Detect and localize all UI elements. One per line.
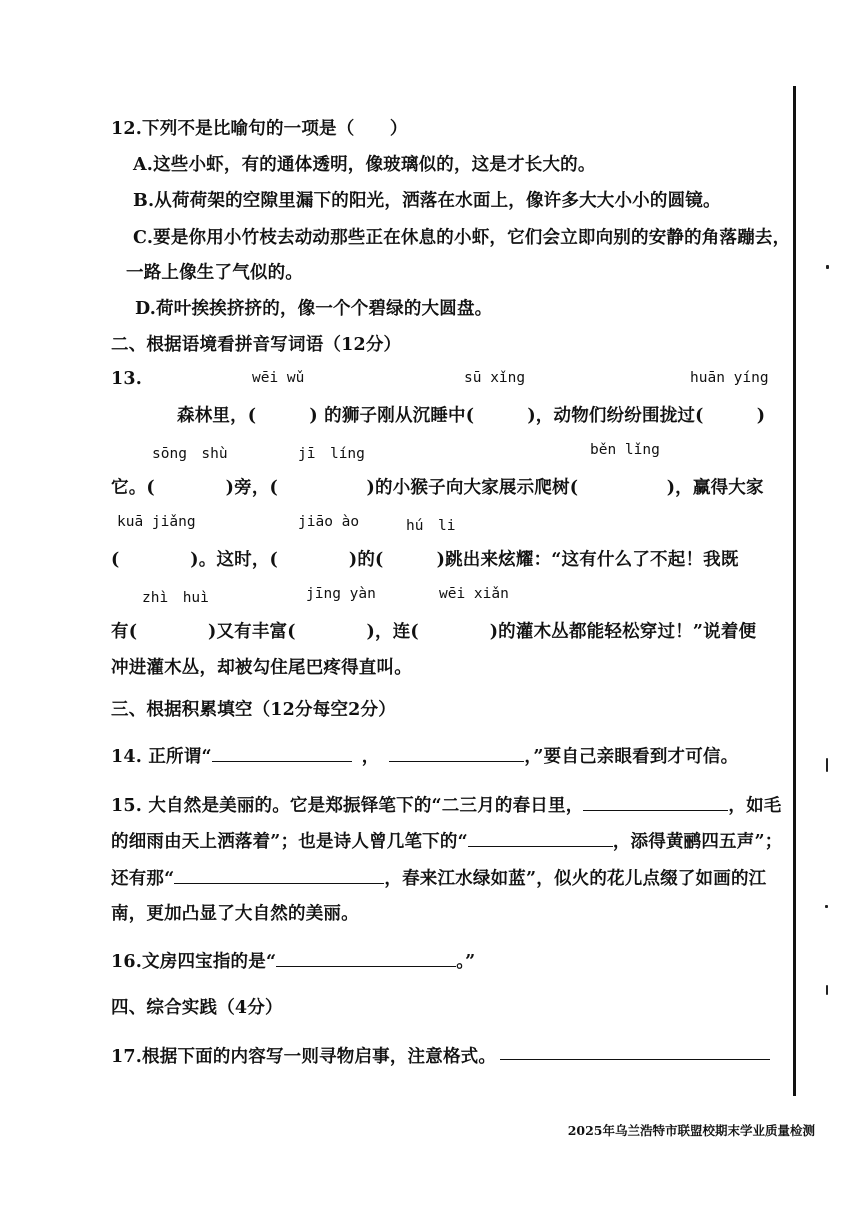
- pinyin-jiling: jī líng: [298, 446, 365, 462]
- q13-line3: ( )。这时，( )的( )跳出来炫耀：“这有什么了不起！我既: [111, 550, 739, 570]
- q12-option-d: D.荷叶挨挨挤挤的，像一个个碧绿的大圆盘。: [135, 299, 493, 319]
- q12-option-c-line2: 一路上像生了气似的。: [126, 263, 303, 283]
- scan-speck: [826, 265, 829, 269]
- pinyin-songshu: sōng shù: [152, 446, 228, 462]
- q13-line5: 冲进灌木丛，却被勾住尾巴疼得直叫。: [111, 658, 412, 678]
- q13-line2: 它。( )旁，( )的小猴子向大家展示爬树( )，赢得大家: [111, 478, 764, 498]
- pinyin-kuojiang: kuā jiǎng: [117, 514, 196, 530]
- q17-answer-line[interactable]: [500, 1059, 770, 1060]
- section2-heading: 二、根据语境看拼音写词语（12分）: [111, 335, 402, 355]
- pinyin-zhihui: zhì huì: [142, 590, 209, 606]
- pinyin-weiwu: wēi wǔ: [252, 370, 305, 386]
- q15-line2: [111, 828, 782, 853]
- q13-number: 13.: [111, 369, 143, 389]
- scan-speck: [825, 905, 828, 908]
- pinyin-suxing: sū xǐng: [464, 370, 526, 386]
- pinyin-huanying: huān yíng: [690, 370, 769, 386]
- q14-blank-2[interactable]: [389, 745, 524, 762]
- q15-text-a: 15. 大自然是美丽的。它是郑振铎笔下的“二三月的春日里，: [111, 796, 584, 816]
- q15-text-f: ，春来江水绿如蓝”，似火的花儿点缀了如画的江: [384, 869, 767, 889]
- q14-suffix: ，”要自己亲眼看到才可信。: [524, 747, 739, 767]
- q15-text-d: ，添得黄鹂四五声”；: [612, 832, 783, 852]
- scan-speck: [826, 985, 828, 995]
- q15-text-e: 还有那“: [111, 869, 175, 889]
- q16-blank[interactable]: [276, 950, 456, 967]
- q14-prefix: 14. 正所谓“: [111, 747, 212, 767]
- q15-blank-3[interactable]: [174, 867, 384, 884]
- q12-option-b: B.从荷荷架的空隙里漏下的阳光，洒落在水面上，像许多大大小小的圆镜。: [133, 191, 721, 211]
- q15-blank-2[interactable]: [468, 830, 613, 847]
- footer-title: 2025年乌兰浩特市联盟校期末学业质量检测: [567, 1123, 815, 1138]
- q15-line3: [111, 865, 766, 890]
- q14: [111, 743, 738, 768]
- q12-stem: 12.下列不是比喻句的一项是（ ）: [111, 119, 408, 139]
- q15-line4: 南，更加凸显了大自然的美丽。: [111, 904, 359, 924]
- pinyin-huli: hú li: [406, 518, 456, 534]
- q12-option-a: A.这些小虾，有的通体透明，像玻璃似的，这是才长大的。: [133, 155, 596, 175]
- q17-prompt: 17.根据下面的内容写一则寻物启事，注意格式。: [111, 1047, 497, 1067]
- section4-heading: 四、综合实践（4分）: [111, 998, 283, 1018]
- q16-text-b: 。”: [456, 952, 476, 972]
- pinyin-jiaoao: jiāo ào: [298, 514, 360, 530]
- pinyin-jingyan: jīng yàn: [306, 586, 376, 602]
- margin-rule: [793, 86, 796, 1096]
- pinyin-weixian: wēi xiǎn: [439, 586, 509, 602]
- section3-heading: 三、根据积累填空（12分每空2分）: [111, 700, 396, 720]
- q12-option-c-line1: C.要是你用小竹枝去动动那些正在休息的小虾，它们会立即向别的安静的角落蹦去，: [133, 228, 791, 248]
- q15-blank-1[interactable]: [583, 794, 728, 811]
- q14-comma: ，: [361, 747, 380, 767]
- q15-line1: [111, 792, 782, 817]
- pinyin-benling: běn lǐng: [590, 442, 660, 458]
- q15-text-b: ，如毛: [728, 796, 782, 816]
- q16-text-a: 16.文房四宝指的是“: [111, 952, 277, 972]
- q15-text-c: 的细雨由天上洒落着”；也是诗人曾几笔下的“: [111, 832, 468, 852]
- scan-speck: [826, 758, 828, 772]
- q16: [111, 948, 475, 973]
- q13-line1: 森林里，( ) 的狮子刚从沉睡中( )，动物们纷纷围拢过( ): [177, 406, 766, 426]
- q14-blank-1[interactable]: [212, 745, 352, 762]
- q13-line4: 有( )又有丰富( )，连( )的灌木丛都能轻松穿过！”说着便: [111, 622, 757, 642]
